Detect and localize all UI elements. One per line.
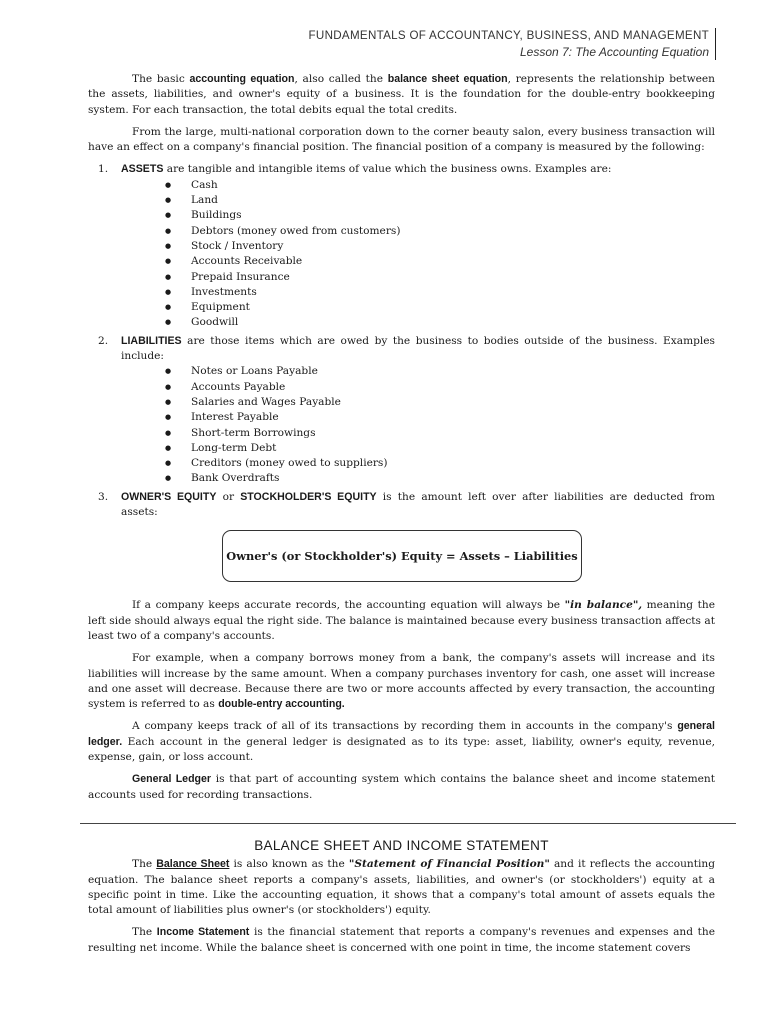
assets-term: ASSETS	[121, 163, 164, 176]
list-item: ● Equipment	[165, 300, 715, 315]
list-item: ● Prepaid Insurance	[165, 270, 715, 285]
equation-box	[222, 530, 582, 582]
liabilities-examples	[121, 364, 715, 486]
body-paragraph-balance: If a company keeps accurate records, the accounting equation will always be "in balance", meaning the left side should always equal the right side. The balance is maintained because every business transaction affects at least two of a company's accounts.	[88, 599, 715, 642]
page-header	[289, 28, 716, 60]
list-item: ● Interest Payable	[165, 410, 715, 425]
list-item: ● Goodwill	[165, 315, 715, 330]
section-title: BALANCE SHEET AND INCOME STATEMENT	[254, 838, 549, 853]
list-item: ● Stock / Inventory	[165, 239, 715, 254]
intro-paragraph-1: The basic accounting equation, also called the balance sheet equation, represents the relationship between the assets, liabilities, and owner's equity of a business. It is the foundation for the double-entry bookkeeping system. For each transaction, the total debits equal the total credits.	[88, 73, 715, 116]
list-item: ● Long-term Debt	[165, 441, 715, 456]
list-item: ● Creditors (money owed to suppliers)	[165, 456, 715, 471]
list-item: ● Salaries and Wages Payable	[165, 395, 715, 410]
list-item-liabilities: 2. LIABILITIES are those items which are owed by the business to bodies outside of the business. Examples include: ● Notes or Loans Payable ● Accounts Payable ● Salaries and Wages Payable ● Interest Payable ● Short-term Borrowings ● Long-term Debt ● Creditors (money owed to suppliers) ● Bank Overdrafts	[88, 334, 715, 487]
intro-paragraph-2: From the large, multi-national corporation down to the corner beauty salon, every business transaction will have an effect on a company's financial position. The financial position of a company is measured by the following:	[88, 125, 715, 154]
main-content	[88, 72, 715, 810]
accounting-equation: Owner's (or Stockholder's) Equity = Assets – Liabilities	[226, 548, 578, 563]
stockholders-equity-term: STOCKHOLDER'S EQUITY	[240, 490, 377, 503]
section-divider	[80, 823, 736, 824]
body-paragraph-example: For example, when a company borrows money from a bank, the company's assets will increase and its liabilities will increase by the same amount. When a company purchases inventory for cash, one asset will increase and one asset will decrease. Because there are two or more accounts affected by every transaction, the accounting system is referred to as double-entry accounting.	[88, 652, 715, 711]
list-item: ● Buildings	[165, 208, 715, 223]
body-paragraph-ledger: A company keeps track of all of its transactions by recording them in accounts in the company's general ledger. Each account in the general ledger is designated as to its type: asset, liability, owner's equity, revenue, expense, gain, or loss account.	[88, 720, 715, 763]
list-item-assets: 1. ASSETS are tangible and intangible items of value which the business owns. Examples are: ● Cash ● Land ● Buildings ● Debtors (money owed from customers) ● Stock / Inventory ● Accounts Receivable ● Prepaid Insurance ● Investments ● Equipment ● Goodwill	[88, 162, 715, 330]
list-item: ● Short-term Borrowings	[165, 426, 715, 441]
list-item: ● Cash	[165, 178, 715, 193]
assets-examples	[121, 178, 715, 331]
liabilities-term: LIABILITIES	[121, 334, 182, 347]
list-item: ● Accounts Receivable	[165, 254, 715, 269]
list-item: ● Investments	[165, 285, 715, 300]
list-item: ● Debtors (money owed from customers)	[165, 224, 715, 239]
list-item: ● Bank Overdrafts	[165, 471, 715, 486]
section-balance-sheet	[88, 838, 715, 963]
list-item: ● Land	[165, 193, 715, 208]
balance-sheet-paragraph: The Balance Sheet is also known as the "Statement of Financial Position" and it reflects the accounting equation. The balance sheet reports a company's assets, liabilities, and owner's (or stockholders') equity at a specific point in time. Like the accounting equation, it shows that a company's total amount of assets equals the total amount of liabilities plus owner's (or stockholders') equity.	[88, 858, 715, 917]
course-title: FUNDAMENTALS OF ACCOUNTANCY, BUSINESS, AND MANAGEMENT	[308, 29, 709, 42]
list-item: ● Notes or Loans Payable	[165, 364, 715, 379]
income-statement-paragraph: The Income Statement is the financial statement that reports a company's revenues and expenses and the resulting net income. While the balance sheet is concerned with one point in time, the income statement covers	[88, 926, 716, 954]
lesson-title: Lesson 7: The Accounting Equation	[519, 45, 709, 59]
financial-position-list	[88, 162, 715, 520]
list-item-equity: 3. OWNER'S EQUITY or STOCKHOLDER'S EQUITY is the amount left over after liabilities are deducted from assets:	[98, 490, 715, 519]
body-paragraph-general-ledger: General Ledger is that part of accounting system which contains the balance sheet and income statement accounts used for recording transactions.	[88, 773, 715, 801]
list-item: ● Accounts Payable	[165, 380, 715, 395]
equity-term: OWNER'S EQUITY	[121, 490, 217, 503]
